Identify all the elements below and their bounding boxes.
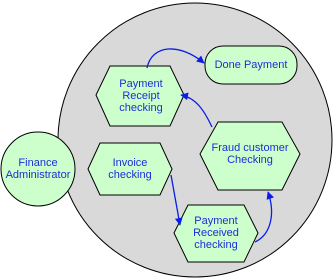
node-label-invoice-checking: Invoice checking [108,157,152,181]
node-label-payment-receipt-checking: Payment Receipt checking [119,78,163,114]
node-label-fraud-customer-checking: Fraud customer Checking [211,142,289,166]
node-label-payment-received-checking: Payment Received checking [193,215,239,251]
node-label-done-payment: Done Payment [214,59,288,71]
actor-label: Finance Administrator [5,157,71,181]
